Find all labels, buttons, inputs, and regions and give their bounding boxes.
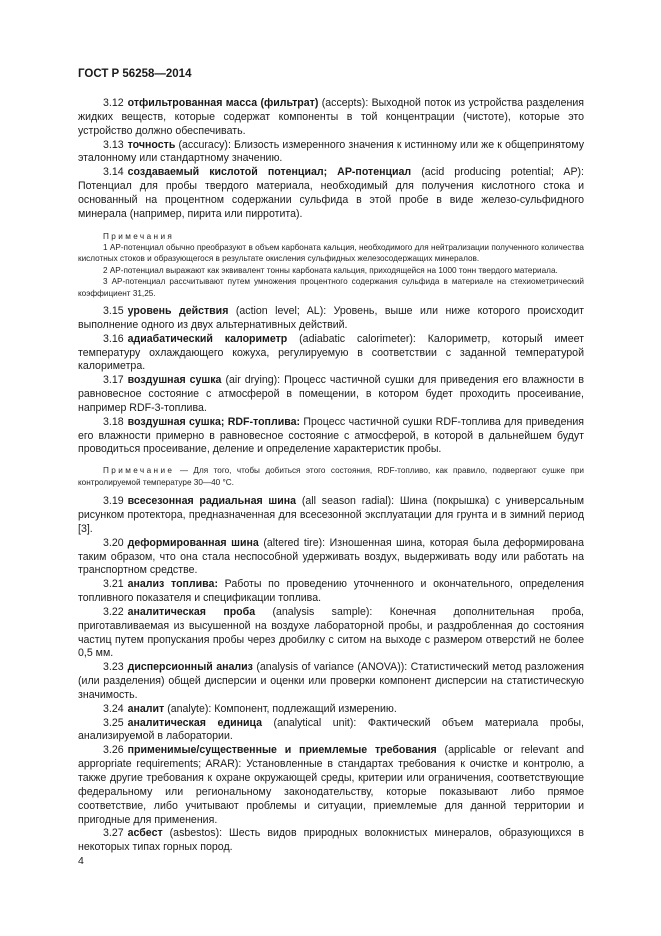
entry-term: аналит	[127, 702, 165, 715]
single-note	[78, 465, 584, 488]
entry-term: отфильтрованная масса (фильтрат)	[127, 97, 319, 109]
entry-definition: (analytical unit): Фактический объем материала пробы, анализируемой в лаборатории.	[78, 716, 584, 743]
definition-entry	[78, 374, 584, 416]
entry-definition: (analyte): Компонент, подлежащий измерению.	[164, 702, 397, 715]
document-header: ГОСТ Р 56258—2014	[78, 68, 192, 80]
entry-number: 3.21	[103, 578, 124, 591]
entry-term: дисперсионный анализ	[127, 661, 253, 674]
entry-number: 3.13	[103, 138, 124, 151]
definition-entry	[78, 717, 584, 745]
entry-number: 3.12	[103, 97, 124, 109]
definition-entry	[78, 703, 584, 717]
entry-term: всесезонная радиальная шина	[127, 495, 297, 508]
entry-term: адиабатический калориметр	[127, 332, 288, 345]
entry-definition: (analysis sample): Конечная дополнительная проба, приготавливаемая из высушенной на воздухе лабораторной пробы, и раздробленная до состояния частиц путем пропускания пробы через дробилку с ситом на выходе с размером отверстий не более 0,5 мм.	[78, 605, 584, 660]
entry-term: создаваемый кислотой потенциал; АР-потенциал	[127, 166, 412, 179]
note-text: — Для того, чтобы добиться этого состояния, RDF-топливо, как правило, подвергают сушке при контролируемой температуре 30—40 °С.	[78, 466, 584, 487]
entry-term: воздушная сушка; RDF-топлива:	[127, 415, 300, 428]
definition-entry	[78, 97, 584, 139]
definition-entry	[78, 166, 584, 221]
entry-number: 3.20	[103, 536, 124, 549]
document-body	[78, 97, 584, 855]
definition-entry	[78, 495, 584, 537]
entry-number: 3.22	[103, 605, 124, 618]
notes-heading: Примечания	[103, 231, 175, 241]
entry-number: 3.27	[103, 827, 124, 840]
definition-entry	[78, 661, 584, 703]
entry-term: деформированная шина	[127, 536, 259, 549]
note-item: 2 АР-потенциал выражают как эквивалент тонны карбоната кальция, приходящейся на 1000 тонн твердого материала.	[103, 265, 558, 275]
entry-number: 3.25	[103, 716, 124, 729]
entry-definition: (all season radial): Шина (покрышка) с универсальным рисунком протектора, предназначенная для всесезонной эксплуатации для грунта и в зимний период [3].	[78, 495, 584, 535]
definition-entry	[78, 139, 584, 167]
entry-definition: (air drying): Процесс частичной сушки для приведения его влажности в равновесное состояние с атмосферой в помещении, в котором будет проходить просеивание, например RDF-3-топлива.	[78, 374, 584, 414]
definition-entry	[78, 305, 584, 333]
entry-number: 3.19	[103, 495, 124, 508]
entry-number: 3.18	[103, 415, 124, 428]
entry-term: точность	[127, 138, 176, 151]
entry-number: 3.16	[103, 332, 124, 345]
definition-entry	[78, 578, 584, 606]
entry-term: воздушная сушка	[127, 374, 222, 387]
note-item: 3 АР-потенциал рассчитывают путем умножения процентного содержания сульфида в материале на стехиометрический коэффициент 31,25.	[78, 277, 584, 298]
entry-definition: Работы по проведению уточненного и окончательного, определения топливного показателя и спецификации топлива.	[78, 578, 585, 605]
entry-definition: (accepts): Выходной поток из устройства разделения жидких веществ, которые содержат компоненты в той концентрации (чистоте), которые это устройство должно обеспечивать.	[78, 97, 585, 137]
entry-term: анализ топлива:	[127, 578, 218, 591]
definition-entry	[78, 333, 584, 375]
entry-number: 3.26	[103, 744, 124, 757]
entry-definition: (action level; AL): Уровень, выше или ниже которого происходит выполнение одного из двух альтернативных действий.	[78, 305, 585, 331]
entry-term: аналитическая проба	[127, 605, 256, 618]
entry-definition: (altered tire): Изношенная шина, которая была деформирована таким образом, что она стала неспособной удерживать воздух, выдерживать воду или работать на транспортном средстве.	[78, 536, 584, 577]
note-item: 1 АР-потенциал обычно преобразуют в объем карбоната кальция, необходимого для нейтрализации полученного количества кислотных стоков и образующегося в результате окисления сульфидных железосодержащих минералов.	[78, 243, 584, 264]
definition-entry	[78, 416, 584, 458]
definitions-group-b	[78, 305, 584, 457]
entry-number: 3.24	[103, 702, 124, 715]
entry-definition: (adiabatic calorimeter): Калориметр, который имеет температуру охлаждающего кожуха, регулируемую в соответствии с заданной температурой калориметра.	[78, 332, 584, 373]
definition-entry	[78, 537, 584, 579]
entry-number: 3.15	[103, 305, 124, 318]
definition-entry	[78, 744, 584, 827]
definitions-group-a	[78, 97, 584, 222]
page-number: 4	[78, 855, 84, 867]
definitions-group-c	[78, 495, 584, 855]
entry-definition: (acid producing potential; AP): Потенциал для пробы твердого материала, необходимый для получения кислотного стока и основанный на процентном содержании сульфида в этой пробе в виде железо-сульфидного минерала (например, пирита или пирротита).	[78, 166, 585, 220]
entry-definition: (asbestos): Шесть видов природных волокнистых минералов, образующихся в некоторых типах горных пород.	[78, 827, 584, 854]
entry-term: уровень действия	[127, 305, 229, 318]
entry-definition: Процесс частичной сушки RDF-топлива для приведения его влажности примерно в равновесное состояние с атмосферой, в которой в дальнейшем будут проводиться просеивание, деление и определение характеристик пробы.	[78, 415, 584, 456]
entry-term: применимые/существенные и приемлемые требования	[127, 744, 437, 757]
entry-definition: (accuracy): Близость измеренного значения к истинному или же к общепринятому эталонному или стандартному значению.	[78, 138, 584, 165]
note-label: Примечание	[103, 466, 175, 476]
notes-block	[78, 231, 584, 299]
entry-number: 3.17	[103, 374, 124, 387]
definition-entry	[78, 606, 584, 661]
entry-number: 3.23	[103, 661, 124, 674]
entry-term: аналитическая единица	[127, 716, 263, 729]
entry-definition: (analysis of variance (ANOVA)): Статистический метод разложения (или разделения) общей дисперсии и оценки или проверки компонент дисперсии на статистическую значимость.	[78, 661, 584, 701]
entry-term: асбест	[127, 827, 163, 840]
entry-definition: (applicable or relevant and appropriate requirements; ARAR): Установленные в стандартах требования к очистке и контролю, а также другие требования к охране окружающей среды, критерии или ограничения, соответствующие федеральному или региональному законодательству, которые показывают либо прямое соответствие, либо учитывают проблемы и ситуации, приемлемые для данной территории и пригодные для применения.	[78, 744, 584, 826]
definition-entry	[78, 827, 584, 855]
entry-number: 3.14	[103, 166, 124, 179]
